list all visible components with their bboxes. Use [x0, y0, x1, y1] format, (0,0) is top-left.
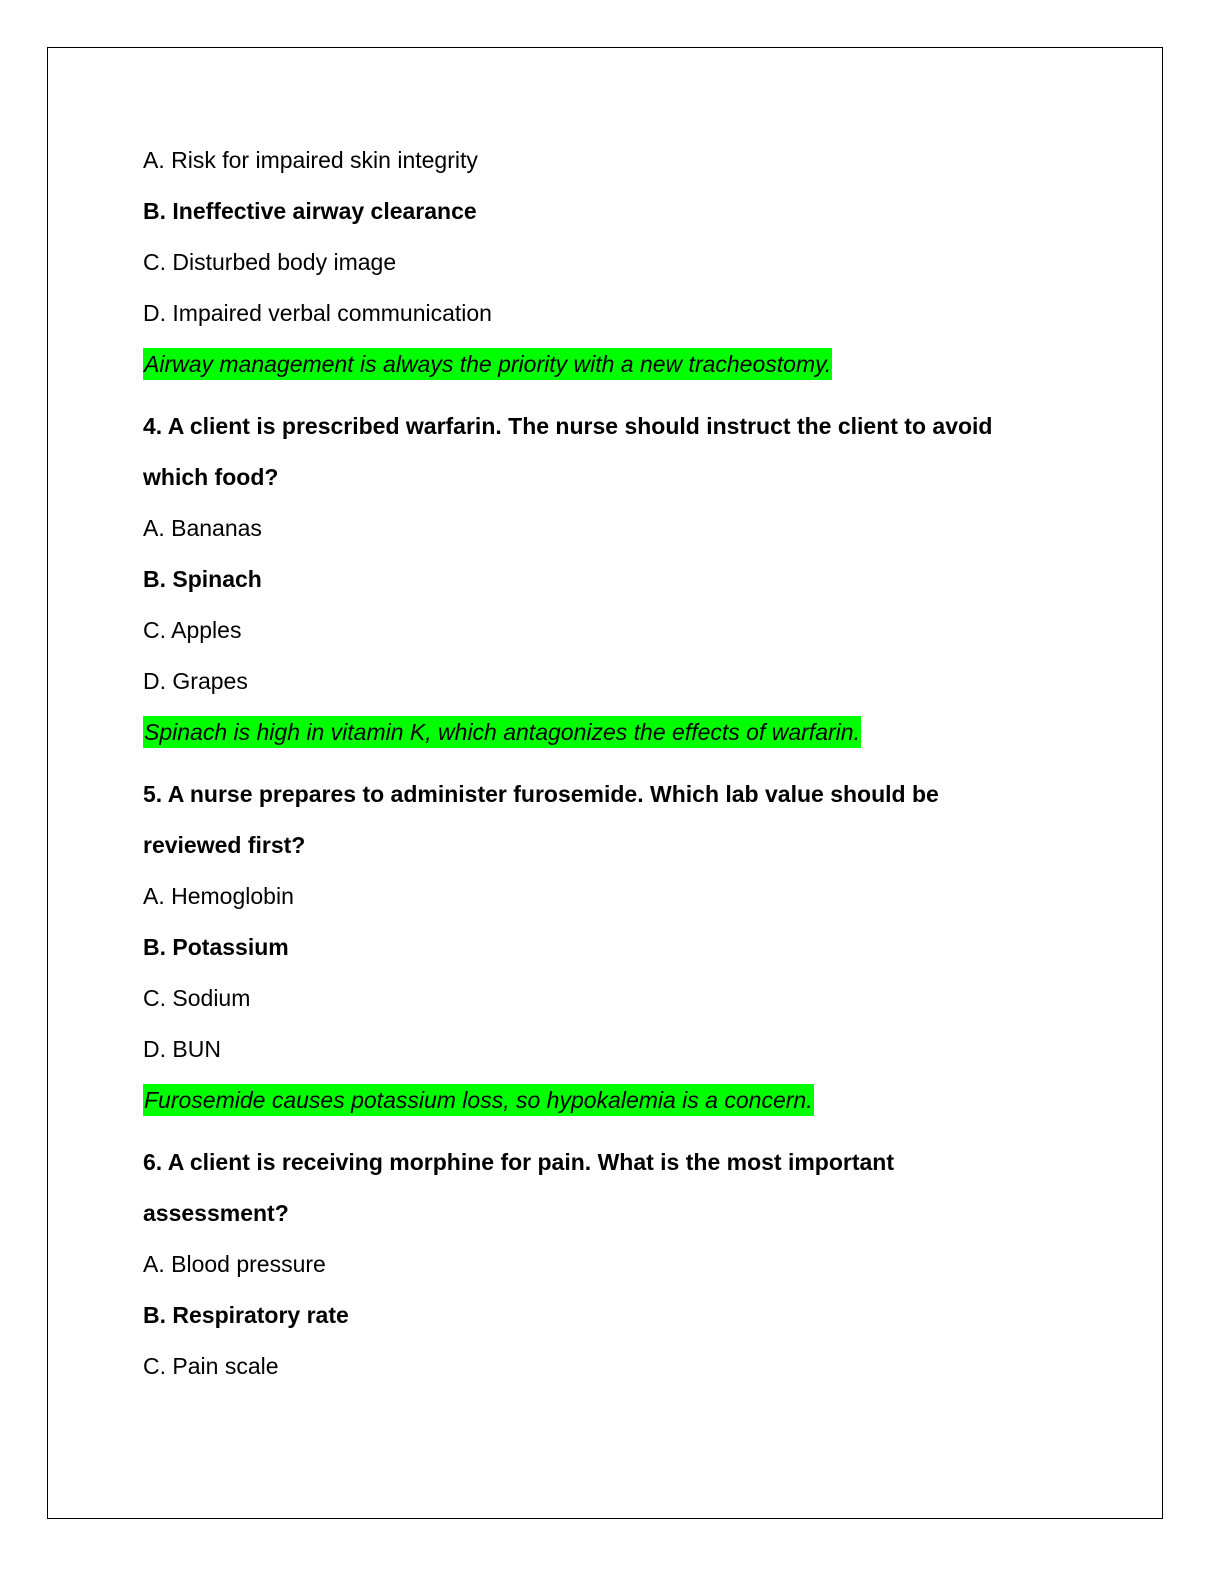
rationale-text: Spinach is high in vitamin K, which antagonizes the effects of warfarin.: [143, 716, 861, 748]
question-5: [143, 774, 1103, 1131]
option-d: D. Grapes: [143, 668, 248, 694]
question-text-cont: which food?: [143, 464, 279, 490]
rationale-text: Furosemide causes potassium loss, so hypokalemia is a concern.: [143, 1084, 814, 1116]
option-a: A. Bananas: [143, 515, 262, 541]
question-text: 6. A client is receiving morphine for pain. What is the most important: [143, 1149, 895, 1175]
option-b-correct: B. Potassium: [143, 934, 289, 960]
option-c: C. Sodium: [143, 985, 251, 1011]
option-b-correct: B. Respiratory rate: [143, 1302, 349, 1328]
question-text-cont: assessment?: [143, 1200, 289, 1226]
rationale: [143, 344, 1103, 395]
question-4: [143, 406, 1103, 763]
rationale: [143, 1080, 1103, 1131]
quiz-content: [143, 140, 1103, 1397]
option-d: D. BUN: [143, 1036, 221, 1062]
question-6: [143, 1142, 1103, 1397]
question-text: 4. A client is prescribed warfarin. The nurse should instruct the client to avoid: [143, 413, 993, 439]
option-c: C. Disturbed body image: [143, 249, 397, 275]
question-text: 5. A nurse prepares to administer furosemide. Which lab value should be: [143, 781, 939, 807]
option-a: A. Blood pressure: [143, 1251, 326, 1277]
option-d: D. Impaired verbal communication: [143, 300, 492, 326]
option-a: A. Risk for impaired skin integrity: [143, 147, 478, 173]
option-b-correct: B. Spinach: [143, 566, 262, 592]
option-a: A. Hemoglobin: [143, 883, 294, 909]
option-c: C. Pain scale: [143, 1353, 279, 1379]
rationale: [143, 712, 1103, 763]
rationale-text: Airway management is always the priority with a new tracheostomy.: [143, 348, 832, 380]
option-b-correct: B. Ineffective airway clearance: [143, 198, 477, 224]
option-c: C. Apples: [143, 617, 242, 643]
question-3-continuation: [143, 140, 1103, 395]
question-text-cont: reviewed first?: [143, 832, 306, 858]
